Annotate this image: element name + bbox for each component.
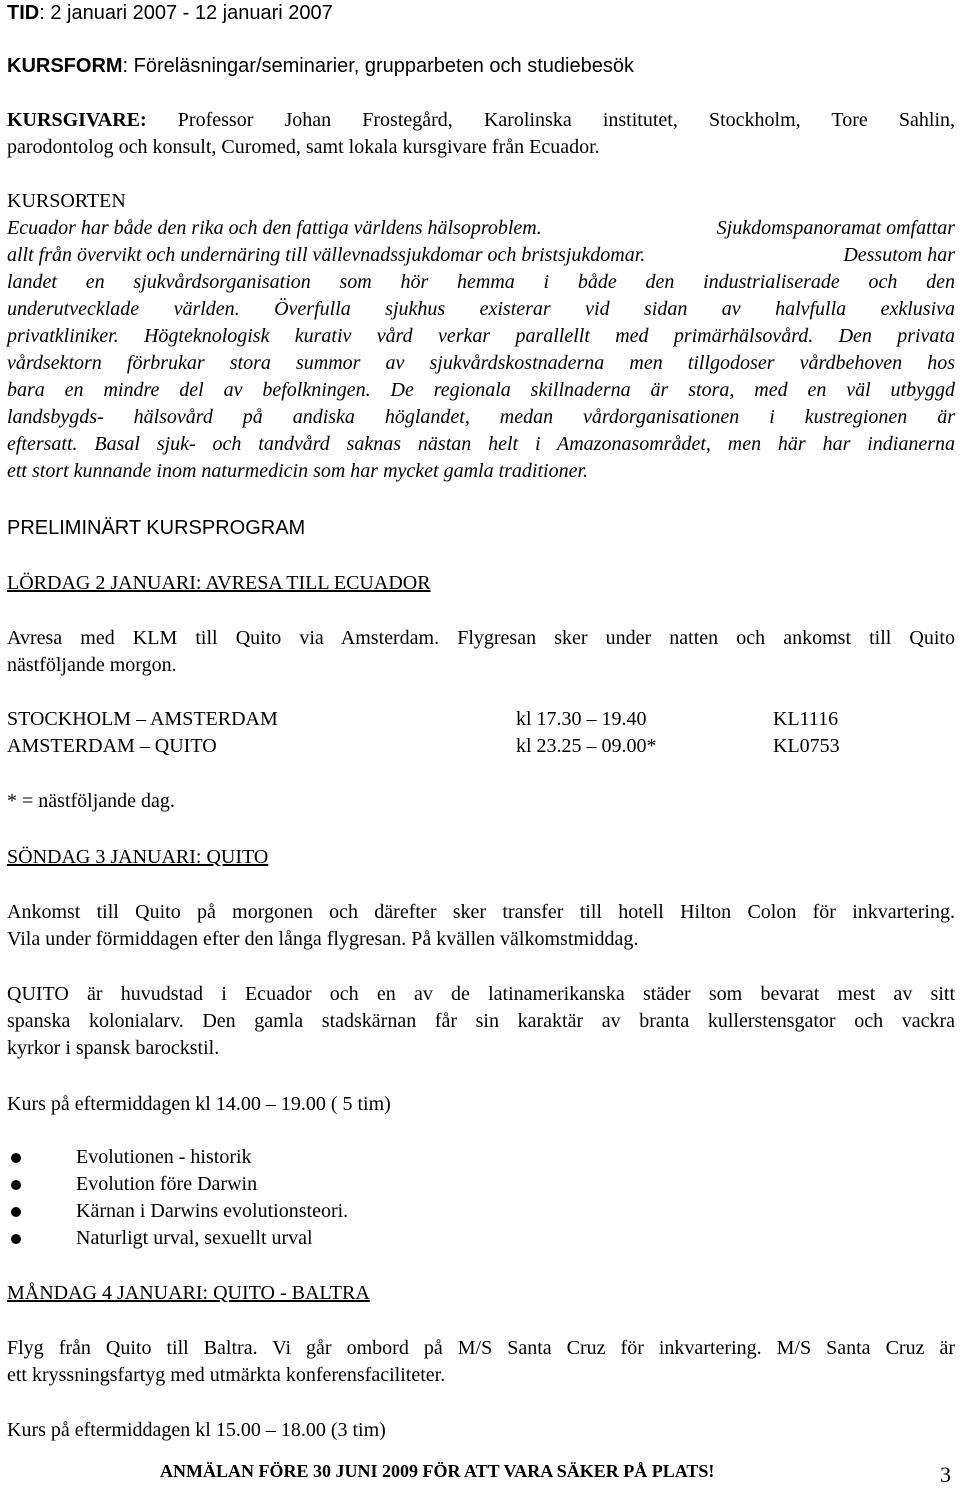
kursorten-line-9: eftersatt. Basal sjuk- och tandvård saknas nästan helt i Amazonasområdet, men här har indianerna	[7, 433, 955, 455]
bullet-icon	[11, 1153, 21, 1163]
kursgivare-text-1: Professor Johan Frostegård, Karolinska institutet, Stockholm, Tore Sahlin,	[146, 109, 955, 131]
kursorten-line-7: bara en mindre del av befolkningen. De regionala skillnaderna är stora, med en väl utbyggd	[7, 379, 955, 401]
list-item-text: Kärnan i Darwins evolutionsteori.	[76, 1200, 349, 1222]
kursorten-text-2: allt från övervikt och undernäring till vällevnadssjukdomar och bristsjukdomar.	[7, 244, 646, 266]
kursorten-line-3: landet en sjukvårdsorganisation som hör hemma i både den industrialiserade och den	[7, 271, 955, 293]
day2-p2-line-2: spanska kolonialarv. Den gamla stadskärnan får sin karaktär av branta kullerstensgator och vackra	[7, 1010, 955, 1032]
flight-time: kl 17.30 – 19.40	[516, 708, 647, 730]
flight-route: STOCKHOLM – AMSTERDAM	[7, 708, 278, 730]
kursorten-text-1b: Sjukdomspanoramat omfattar	[716, 217, 955, 239]
bullet-icon	[11, 1207, 21, 1217]
day3-p1-line-2: ett kryssningsfartyg med utmärkta konferensfaciliteter.	[7, 1364, 446, 1386]
kursgivare-line-1	[7, 107, 955, 134]
day3-heading: MÅNDAG 4 JANUARI: QUITO - BALTRA	[7, 1282, 370, 1304]
kursorten-line-4: underutvecklade världen. Överfulla sjukhus existerar vid sidan av halvfulla exklusiva	[7, 298, 955, 320]
day3-course: Kurs på eftermiddagen kl 15.00 – 18.00 (3 tim)	[7, 1419, 386, 1441]
kursform-line	[7, 53, 955, 80]
kursform-label: KURSFORM	[7, 55, 123, 77]
day1-para-line-2: nästföljande morgon.	[7, 654, 177, 676]
day2-heading: SÖNDAG 3 JANUARI: QUITO	[7, 846, 269, 868]
bullet-icon	[11, 1234, 21, 1244]
list-item-text: Evolution före Darwin	[76, 1173, 258, 1195]
kursorten-text-2b: Dessutom har	[843, 244, 955, 266]
kursorten-line-2	[7, 242, 955, 269]
page-number: 3	[940, 1462, 951, 1487]
day1-heading: LÖRDAG 2 JANUARI: AVRESA TILL ECUADOR	[7, 572, 431, 594]
tid-label: TID	[7, 2, 40, 24]
bullet-icon	[11, 1180, 21, 1190]
list-item-text: Naturligt urval, sexuellt urval	[76, 1227, 313, 1249]
kursorten-line-6: vårdsektorn förbrukar stora summor av sjukvårdskostnaderna men tillgodoser vårdbehoven hos	[7, 352, 955, 374]
kursgivare-label: KURSGIVARE:	[7, 109, 147, 131]
day2-p1-line-1: Ankomst till Quito på morgonen och därefter sker transfer till hotell Hilton Colon för inkvartering.	[7, 901, 955, 923]
list-item-text: Evolutionen - historik	[76, 1146, 252, 1168]
tid-line	[7, 0, 955, 27]
kursorten-line-10: ett stort kunnande inom naturmedicin som har mycket gamla traditioner.	[7, 460, 589, 482]
day3-p1-line-1: Flyg från Quito till Baltra. Vi går ombord på M/S Santa Cruz för inkvartering. M/S Santa Cruz är	[7, 1337, 955, 1359]
flight-number: KL1116	[773, 708, 839, 730]
flight-number: KL0753	[773, 735, 840, 757]
kursorten-text-1: Ecuador har både den rika och den fattiga världens hälsoproblem.	[7, 217, 542, 239]
day2-course: Kurs på eftermiddagen kl 14.00 – 19.00 ( 5 tim)	[7, 1093, 391, 1115]
kursform-value: : Föreläsningar/seminarier, grupparbeten och studiebesök	[122, 55, 634, 77]
kursorten-line-1b	[659, 215, 955, 242]
registration-footer: ANMÄLAN FÖRE 30 JUNI 2009 FÖR ATT VARA SÄKER PÅ PLATS!	[160, 1461, 715, 1481]
kursorten-line-5: privatkliniker. Högteknologisk kurativ vård verkar parallellt med primärhälsovård. Den privata	[7, 325, 955, 347]
kursgivare-line-2: parodontolog och konsult, Curomed, samt lokala kursgivare från Ecuador.	[7, 136, 600, 158]
day2-p2-line-3: kyrkor i spansk barockstil.	[7, 1037, 220, 1059]
day2-p2-line-1: QUITO är huvudstad i Ecuador och en av de latinamerikanska städer som bevarat mest av sitt	[7, 983, 955, 1005]
program-heading: PRELIMINÄRT KURSPROGRAM	[7, 517, 306, 539]
tid-value: : 2 januari 2007 - 12 januari 2007	[39, 2, 333, 24]
kursorten-line-8: landsbygds- hälsovård på andiska höglandet, medan vårdorganisationen i kustregionen är	[7, 406, 955, 428]
day1-para-line-1: Avresa med KLM till Quito via Amsterdam. Flygresan sker under natten och ankomst till Quito	[7, 627, 955, 649]
flight-time: kl 23.25 – 09.00*	[516, 735, 657, 757]
kursorten-heading: KURSORTEN	[7, 190, 126, 212]
flight-route: AMSTERDAM – QUITO	[7, 735, 217, 757]
day2-p1-line-2: Vila under förmiddagen efter den långa flygresan. På kvällen välkomstmiddag.	[7, 928, 639, 950]
day1-note: * = nästföljande dag.	[7, 790, 175, 812]
